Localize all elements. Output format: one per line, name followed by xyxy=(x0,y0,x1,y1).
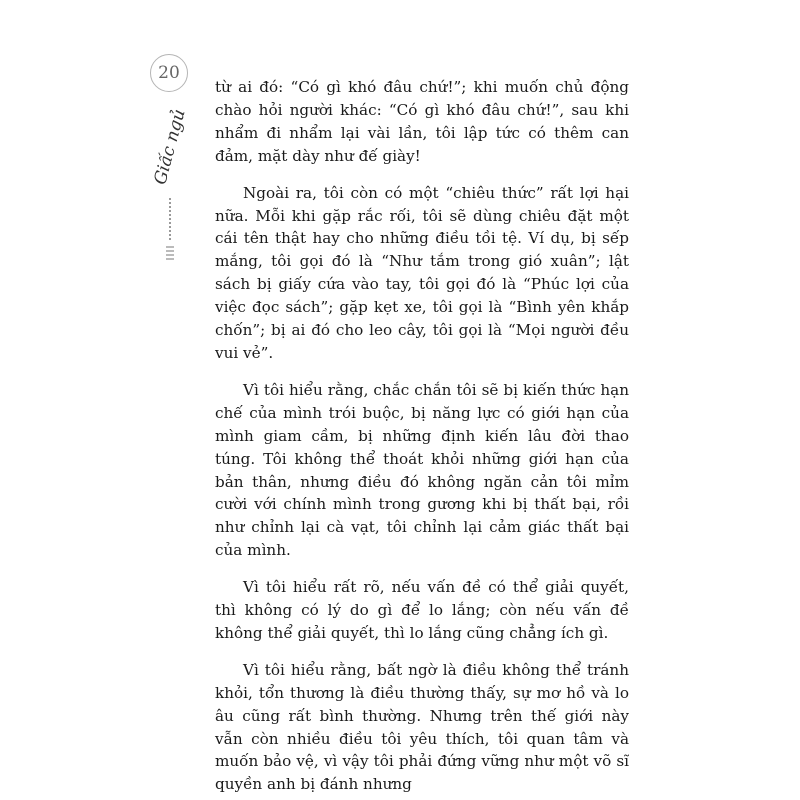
paragraph: Ngoài ra, tôi còn có một “chiêu thức” rất lợi hại nữa. Mỗi khi gặp rắc rối, tôi sẽ dùng chiêu đặt một cái tên thật hay cho những điều tồi tệ. Ví dụ, bị sếp mắng, tôi gọi đó là “Như tắm trong gió xuân”; lật sách bị giấy cứa vào tay, tôi gọi đó là “Phúc lợi của việc đọc sách”; gặp kẹt xe, tôi gọi là “Bình yên khắp chốn”; bị ai đó cho leo cây, tôi gọi là “Mọi người đều vui vẻ”. xyxy=(215,183,629,362)
paragraph: Vì tôi hiểu rằng, bất ngờ là điều không thể tránh khỏi, tổn thương là điều thường thấy, sự mơ hồ và lo âu cũng rất bình thường. Nhưng trên thế giới này vẫn còn nhiều điều tôi yêu thích, tôi quan tâm và muốn bảo vệ, vì vậy tôi phải đứng vững như một võ sĩ quyền anh bị đánh nhưng xyxy=(215,660,629,794)
paragraph: Vì tôi hiểu rằng, chắc chắn tôi sẽ bị kiến thức hạn chế của mình trói buộc, bị năng lực có giới hạn của mình giam cầm, bị những định kiến lâu đời thao túng. Tôi không thể thoát khỏi những giới hạn của bản thân, nhưng điều đó không ngăn cản tôi mỉm cười với chính mình trong gương khi bị thất bại, rồi như chỉnh lại cà vạt, tôi chỉnh lại cảm giác thất bại của mình. xyxy=(215,380,629,560)
running-title: Giấc ngủ xyxy=(150,107,190,187)
rule-end-ornament xyxy=(166,246,174,260)
page-margin-header xyxy=(140,50,200,250)
dotted-rule-ornament xyxy=(169,198,171,240)
body-text xyxy=(215,76,629,800)
paragraph: Vì tôi hiểu rất rõ, nếu vấn đề có thể giải quyết, thì không có lý do gì để lo lắng; còn nếu vấn đề không thể giải quyết, thì lo lắng cũng chẳng ích gì. xyxy=(215,578,629,642)
paragraph-continued: từ ai đó: “Có gì khó đâu chứ!”; khi muốn chủ động chào hỏi người khác: “Có gì khó đâu chứ!”, sau khi nhẩm đi nhẩm lại vài lần, tôi lập tức có thêm can đảm, mặt dày như đế giày! xyxy=(215,78,629,165)
page-number: 20 xyxy=(150,54,188,92)
